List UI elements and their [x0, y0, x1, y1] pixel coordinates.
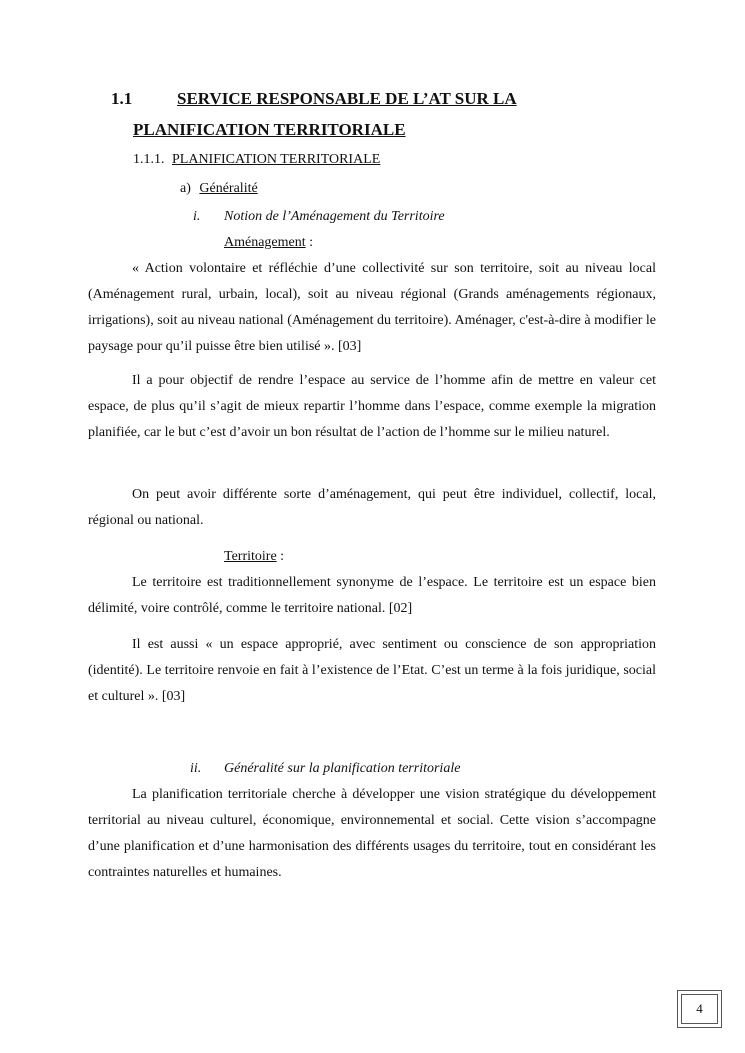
amenagement-paragraph-2: Il a pour objectif de rendre l’espace au service de l’homme afin de mettre en valeur cet espace, de plus qu’il s’agit de mieux repartir l’homme dans l’espace, comme exemple la migration planifiée, car le but c’est d’avoir un bon résultat de l’action de l’homme sur le milieu naturel.: [88, 373, 656, 440]
section-number: 1.1: [111, 89, 133, 108]
item-a-label: a): [180, 181, 191, 196]
page-number-box: [677, 990, 722, 1028]
item-ii-title: Généralité sur la planification territoriale: [224, 761, 461, 776]
subsection-title: PLANIFICATION TERRITORIALE: [172, 152, 381, 167]
territoire-heading: [224, 549, 284, 565]
territoire-colon: :: [276, 549, 285, 564]
territoire-paragraph-1: Le territoire est traditionnellement synonyme de l’espace. Le territoire est un espace bien délimité, voire contrôlé, comme le territoire national. [02]: [88, 575, 656, 616]
page-number: 4: [681, 994, 718, 1024]
amenagement-term: Aménagement: [224, 235, 306, 250]
amenagement-paragraph-1: « Action volontaire et réfléchie d’une collectivité sur son territoire, soit au niveau local (Aménagement rural, urbain, local), soit au niveau régional (Grands aménagements régionaux, irrigations), soit au niveau national (Aménagement du territoire). Aménager, c'est-à-dire à modifier le paysage pour qu’il puisse être bien utilisé ». [03]: [88, 261, 656, 354]
planification-paragraph: La planification territoriale cherche à développer une vision stratégique du développement territorial au niveau culturel, économique, environnemental et social. Cette vision s’accompagne d’une planification et d’une harmonisation des différents usages du territoire, tout en considérant les contraintes naturelles et humaines.: [88, 787, 656, 880]
amenagement-paragraph-3: On peut avoir différente sorte d’aménagement, qui peut être individuel, collectif, local, régional ou national.: [88, 487, 656, 528]
subsection-heading: [133, 152, 380, 168]
amenagement-colon: :: [305, 235, 314, 250]
item-i-label: i.: [193, 209, 201, 224]
section-title-line2: PLANIFICATION TERRITORIALE: [133, 120, 406, 139]
amenagement-heading: [224, 235, 313, 251]
item-a-title: Généralité: [199, 181, 258, 196]
territoire-paragraph-2: Il est aussi « un espace approprié, avec sentiment ou conscience de son appropriation (identité). Le territoire renvoie en fait à l’existence de l’Etat. C’est un terme à la fois juridique, social et culturel ». [03]: [88, 637, 656, 704]
item-ii-label: ii.: [190, 761, 202, 776]
territoire-term: Territoire: [224, 549, 277, 564]
item-a-heading: [180, 181, 258, 197]
item-i-title: Notion de l’Aménagement du Territoire: [224, 209, 445, 224]
subsection-number: 1.1.1.: [133, 152, 165, 167]
section-title-line1: SERVICE RESPONSABLE DE L’AT SUR LA: [177, 89, 517, 108]
